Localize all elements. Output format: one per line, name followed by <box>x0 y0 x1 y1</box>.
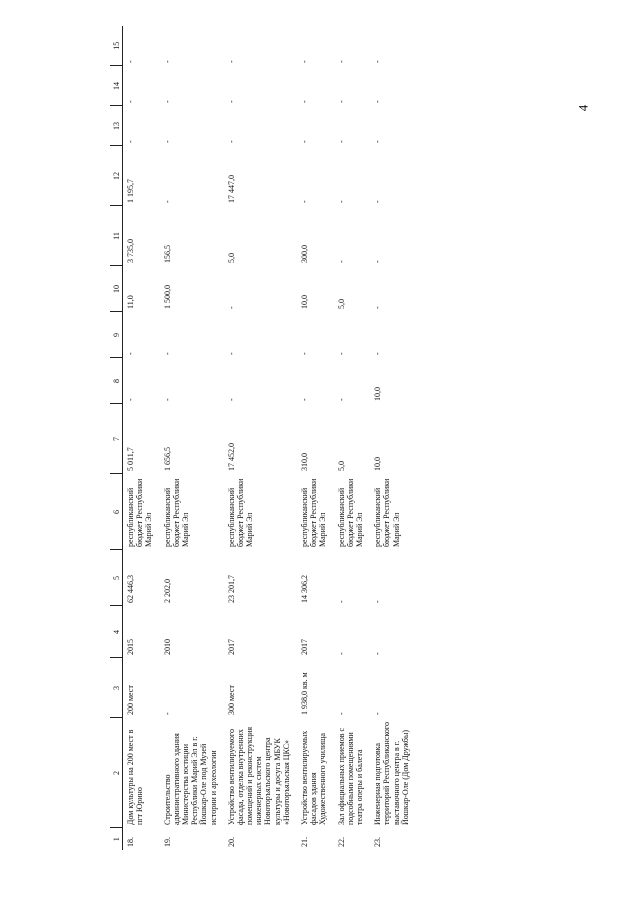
table-cell: - <box>226 100 236 103</box>
table-cell: - <box>162 200 172 203</box>
column-header: 8 <box>110 358 123 404</box>
table-cell: 2017 <box>300 639 309 655</box>
table-row <box>160 26 224 850</box>
table-cell: 3 735,0 <box>126 239 135 263</box>
table-cell: 19. <box>162 837 172 847</box>
table-cell: - <box>126 140 135 143</box>
table-cell: 10,0 <box>373 457 383 471</box>
table-cell: 20. <box>226 837 236 847</box>
table-cell: 18. <box>126 837 135 847</box>
table-cell: 300 мест <box>226 685 236 715</box>
table-row <box>123 26 160 850</box>
table-cell: 2015 <box>126 639 135 655</box>
table-cell: - <box>373 600 383 603</box>
page-number: 4 <box>575 104 591 112</box>
header-row <box>110 26 123 850</box>
column-header: 15 <box>110 26 123 66</box>
investment-objects-table <box>110 26 416 850</box>
table-cell: - <box>162 398 172 401</box>
table-cell: 1 195,7 <box>126 179 135 203</box>
table-cell: - <box>336 100 346 103</box>
table-cell: - <box>336 600 346 603</box>
table-cell: 14 306,2 <box>300 575 309 603</box>
table-cell: Инженерная подготовка территорий Республиканского выставочного центра в г. Йошкар-Оле (Дом Дружбы) <box>373 722 410 825</box>
table-cell: республиканский бюджет Республики Марий Эл <box>226 478 255 547</box>
table-cell: 1 938,0 кв. м <box>300 672 309 715</box>
table-cell: Устройство вентилируемых фасадов здания Художественного училища <box>300 730 328 825</box>
table-cell: 310,0 <box>300 453 309 471</box>
table-cell: - <box>300 200 309 203</box>
table-cell: - <box>126 100 135 103</box>
column-header: 3 <box>110 658 123 718</box>
table-cell: 5,0 <box>336 299 346 309</box>
table-cell: 200 мест <box>126 685 135 715</box>
table-cell: - <box>300 60 309 63</box>
column-header: 10 <box>110 266 123 312</box>
table-row <box>370 26 416 850</box>
table-cell: Дом культуры на 200 мест в пгт Юрино <box>126 729 145 825</box>
table-row <box>334 26 371 850</box>
table-cell: - <box>126 60 135 63</box>
column-header: 1 <box>110 828 123 850</box>
table-cell: 2 202,0 <box>162 579 172 603</box>
rotated-table-region <box>110 41 524 850</box>
table-cell: - <box>373 652 383 655</box>
table-cell: - <box>300 140 309 143</box>
table-cell: 23. <box>373 837 383 847</box>
table-cell: Зал официальных приемов с подсобными помещениями театра оперы и балета <box>336 727 364 825</box>
table-cell: - <box>126 352 135 355</box>
table-cell: - <box>336 260 346 263</box>
column-header: 11 <box>110 206 123 266</box>
table-cell: - <box>373 140 383 143</box>
table-cell: - <box>162 140 172 143</box>
table-cell: - <box>226 352 236 355</box>
table-cell: республиканский бюджет Республики Марий Эл <box>300 478 328 547</box>
table-cell: - <box>336 712 346 715</box>
table-cell: 300,0 <box>300 245 309 263</box>
table-cell: 11,0 <box>126 295 135 309</box>
table-cell: 156,5 <box>162 245 172 263</box>
table-cell: - <box>373 260 383 263</box>
table-cell: - <box>373 100 383 103</box>
table-cell: - <box>336 652 346 655</box>
table-cell: 17 447,0 <box>226 175 236 203</box>
table-cell: - <box>336 398 346 401</box>
table-cell: республиканский бюджет Республики Марий Эл <box>126 478 154 547</box>
table-cell: - <box>373 352 383 355</box>
table-cell: - <box>162 60 172 63</box>
table-cell: Строительство административного здания Министерства юстиции Республики Марий Эл в г. Йошкар-Оле под Музей истории и археологии <box>162 733 218 825</box>
column-header: 2 <box>110 718 123 828</box>
column-header: 6 <box>110 474 123 550</box>
table-cell: - <box>162 100 172 103</box>
column-header: 7 <box>110 404 123 474</box>
table-cell: - <box>226 306 236 309</box>
column-header: 4 <box>110 606 123 658</box>
table-cell: республиканский бюджет Республики Марий Эл <box>336 478 364 547</box>
table-cell: - <box>336 352 346 355</box>
table-cell: - <box>162 352 172 355</box>
table-cell: 5 011,7 <box>126 447 135 471</box>
table-cell: - <box>226 60 236 63</box>
table-cell: 2010 <box>162 639 172 655</box>
table-cell: 21. <box>300 837 309 847</box>
column-header: 12 <box>110 146 123 206</box>
table-cell: - <box>226 398 236 401</box>
table-cell: - <box>336 200 346 203</box>
column-header: 5 <box>110 550 123 606</box>
table-cell: - <box>226 140 236 143</box>
table-cell: 5,0 <box>336 461 346 471</box>
column-header: 13 <box>110 106 123 146</box>
table-cell: - <box>300 100 309 103</box>
column-header: 14 <box>110 66 123 106</box>
table-cell: 5,0 <box>226 253 236 263</box>
column-header: 9 <box>110 312 123 358</box>
table-cell: - <box>336 60 346 63</box>
table-row <box>297 26 334 850</box>
table-cell: 22. <box>336 837 346 847</box>
table-cell: 10,0 <box>373 387 383 401</box>
table-cell: Устройство вентилируемого фасада, отделка внутренних помещений и реконструкция инженерных систем Новоторъяльского центра культуры и досуга МБУК «Новоторъяльская ЦКС» <box>226 726 291 825</box>
table-cell: - <box>373 200 383 203</box>
table-cell: 17 452,0 <box>226 443 236 471</box>
table-cell: - <box>336 140 346 143</box>
table-cell: республиканский бюджет Республики Марий Эл <box>373 478 401 547</box>
table-cell: - <box>373 306 383 309</box>
table-cell: - <box>373 712 383 715</box>
table-cell: 1 500,0 <box>162 285 172 309</box>
table-cell: республиканский бюджет Республики Марий Эл <box>162 478 190 547</box>
table-cell: 1 656,5 <box>162 447 172 471</box>
table-row <box>224 26 297 850</box>
table-cell: - <box>162 712 172 715</box>
table-body <box>123 26 416 850</box>
table-cell: - <box>300 352 309 355</box>
table-cell: 23 201,7 <box>226 575 236 603</box>
table-cell: - <box>126 398 135 401</box>
table-cell: 10,0 <box>300 295 309 309</box>
table-cell: 62 446,3 <box>126 575 135 603</box>
table-cell: - <box>300 398 309 401</box>
table-cell: - <box>373 60 383 63</box>
table-cell: 2017 <box>226 639 236 655</box>
